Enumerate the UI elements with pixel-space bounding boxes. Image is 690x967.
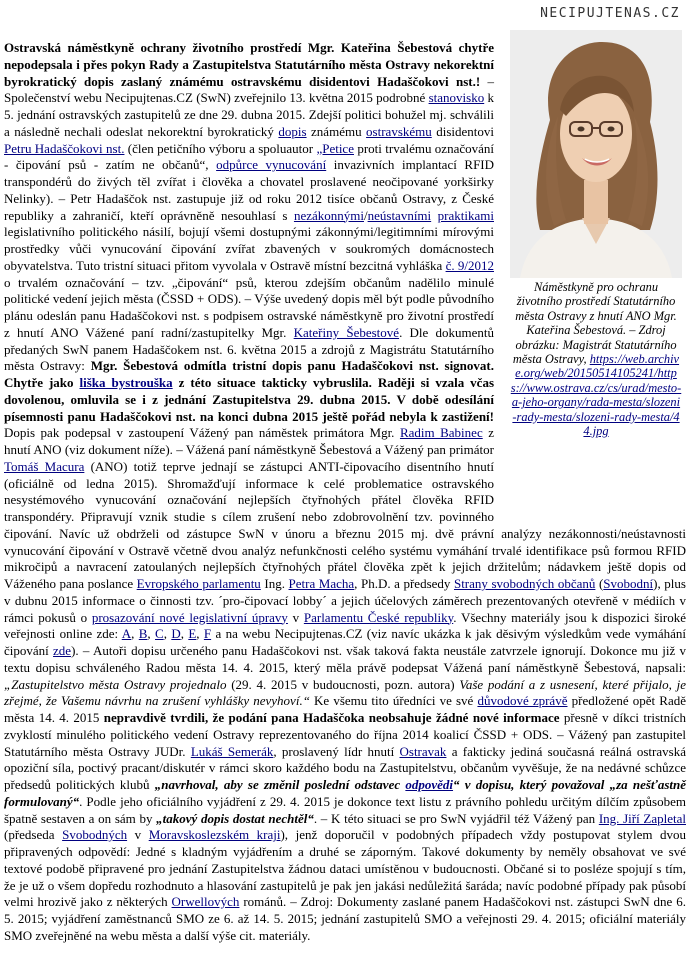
text-run: předložené opět Radě města 14. 4. 2015: [4, 693, 686, 725]
link-duvodova-zprava[interactable]: důvodové zprávě: [477, 693, 568, 709]
text-run: . Dle dokumentů předaných SwN panem Hadaščokem nst. 6. května 2015 a zdrojů z Magistrátu Statutárního města Ostravy:: [4, 324, 495, 374]
link-orwell[interactable]: Orwellových: [171, 894, 240, 910]
link-dopis[interactable]: dopis: [278, 123, 307, 139]
text-run: z hnutí ANO (viz dokument níže). – Vážená paní náměstkyně Šebestová a Vážený pan primátor: [4, 425, 494, 457]
link-material-b[interactable]: B: [138, 626, 148, 642]
link-text: odpovědi: [405, 777, 454, 792]
text-run: (člen petičního výboru a spoluautor: [124, 140, 317, 156]
italic-run: Vaše podání a z usnesení, které přijalo, je zřejmé, že Vašemu návrhu na zrušení vyhlášky nevyhoví.“: [4, 676, 686, 709]
text-run: legislativního politického násilí, bojují všemi dostupnými zákonnými/legitimními mírovými prostředky vůči vynucování čipování zvířat zbavených v soukromých domácnostech obyvatelstva. Tuto tristní situaci přitom vyvolala v Ostravě místní bezcitná vyhláška: [4, 224, 494, 273]
link-petra-macha[interactable]: Petra Macha: [288, 576, 355, 591]
text-run: v: [287, 609, 304, 625]
link-material-e[interactable]: E: [188, 626, 197, 642]
link-nezakonnymi[interactable]: nezákonnými: [293, 207, 364, 223]
link-ostravskemu[interactable]: ostravskému: [366, 123, 432, 139]
link-odpurce[interactable]: odpůrce vynucování: [216, 157, 327, 173]
site-name: NECIPUJTENAS.CZ: [540, 6, 680, 21]
text-run: ,: [163, 626, 172, 642]
link-kateriny-sebestove[interactable]: Kateřiny Šebestové: [293, 324, 400, 340]
text-run: . Podle jeho oficiálního vyjádření z 29. 4. 2015 je dokonce text listu z právního pohledu určitým dílčím způsobem špatně sestaven a on sám by: [4, 793, 686, 826]
text-run: (předseda: [4, 827, 63, 843]
link-text: liška bystrouška: [79, 375, 173, 390]
text-run: ,: [147, 626, 156, 642]
link-odpovedi[interactable]: [405, 777, 453, 792]
link-evropsky-parlament[interactable]: Evropského parlamentu: [136, 576, 261, 591]
text-run: známému: [306, 123, 367, 139]
text-run: ,: [196, 626, 204, 642]
text-run: Dopis pak podepsal v zastoupení Vážený pan náměstek primátora Mgr.: [4, 425, 400, 441]
link-svobodnych[interactable]: Svobodných: [62, 827, 128, 843]
text-run: ,: [180, 626, 189, 642]
link-lukas-semerak[interactable]: Lukáš Semerák: [190, 743, 274, 759]
italic-run: „Zastupitelstvo města Ostravy projednalo: [4, 676, 227, 692]
photo-float-space: [500, 40, 686, 517]
bold-italic-run: „navrhoval, aby se změnil poslední odstavec: [154, 777, 406, 792]
text-run: o trvalém označování – tzv. „čipování“ psů, kterou zdejším občanům nadělilo minulé politické vedení jejich města (ČSSD + ODS). – Výše uvedený dopis měl být podle původního plánu odeslán panu Hadaščokovi nst. s podpisem ostravské náměstkyně pro životní prostředí z hnutí ANO Vážené paní radní/zastupitelky Mgr.: [4, 274, 494, 340]
lead-bold: Ostravská náměstkyně ochrany životního prostředí Mgr. Kateřina Šebestová chytře nepodepsala i přes pokyn Rady a Zastupitelstva Statutárního města Ostravy nekorektní byrokratický dopis zaslaný známému ostravskému disidentovi Hadaščokovi nst.!: [4, 40, 494, 89]
link-zde[interactable]: zde: [53, 643, 72, 658]
caption-source-link[interactable]: https://web.archive.org/web/20150514105241/https://www.ostrava.cz/cs/urad/mesto-a-jeho-organy/rada-mesta/slozeni-rady-mesta/slozeni-rady-mesta/44.jpg: [510, 352, 682, 439]
text-run: a fakticky jediná současná reálná ostravská opoziční síla, poctivý pracant/diskutér v rámci skoro každého bodu na Zastupitelstvu, občanům vyvěšuje, že na nedávné schůzce předsedů politických klubů: [4, 743, 686, 792]
link-vyhlaska[interactable]: č. 9/2012: [445, 257, 494, 273]
text-run: invazivních implantací RFID transpondérů do živých těl zvířat i člověka a chovatel proslavené neočipované yorkširky Nelinky). – Petr Hadaščok nst. zastupuje již od roku 2012 tisíce občanů Ostravy, z České republiky a zahraničí, kteří oprávněně nesouhlasí s: [4, 157, 495, 223]
link-radim-babinec[interactable]: Radim Babinec: [399, 425, 483, 441]
text-run: Ing.: [260, 576, 289, 591]
link-liska-bystrouska[interactable]: [80, 375, 173, 390]
bold-run: z této situace takticky vybruslila. Raději si vzala včas dovolenou, omluvila se i z jednání Zastupitelstva 29. dubna 2015. V době odesílání písemnosti panu Hadaščokovi nst. na konci dubna 2015 ještě pořád nebyla k zastižení!: [4, 375, 495, 424]
link-jiri-zapletal[interactable]: Ing. Jiří Zapletal: [598, 810, 686, 826]
link-stanovisko[interactable]: stanovisko: [428, 90, 485, 106]
bold-run: Mgr. Šebestová odmítla tristní dopis panu Hadaščokovi nst. signovat. Chytře jako: [4, 358, 494, 390]
text-run: ), jenž doporučil v podobných případech vždy postupovat stylem dvou připravených odpovědí: Jedné s kladným vyjádřením a druhé se záporným. Takové dokumenty by neměly obsahovat ve své textové podobě připravené pro jednání Zastupitelstva žádnou dataci umístěnou v budoucnosti. Občané si to posléze spojují s tím, že je už o všem dopředu rozhodnuto a hlasování zastupitelů je pak jen jakási nedůležitá šaráda; navíc podobné případy pak působí velmi hrozivě jako z některých: [4, 827, 687, 910]
text-run: (29. 4. 2015 v budoucnosti, pozn. autora): [226, 676, 460, 692]
link-prosazovani[interactable]: prosazování nové legislativní úpravy: [91, 609, 288, 625]
link-svobodni[interactable]: Svobodní: [603, 576, 654, 591]
text-run: k 5. jednání ostravských zastupitelů ze dne 29. dubna 2015. Zdejší politici bohužel mj. schválili a následně nechali odeslat nekorektní byrokratický: [4, 90, 494, 139]
text-run: . Všechny materiály jsou k dispozici široké veřejnosti online zde:: [4, 609, 687, 642]
text-run: . – K této situaci se pro SwN vyjádřil též Vážený pan: [313, 810, 599, 826]
text-run: Ke všemu tito úředníci ve své: [309, 693, 478, 709]
text-run: , Ph.D. a předsedy: [354, 576, 454, 591]
bold-italic-run: „takový dopis dostat nechtěl“: [156, 810, 314, 826]
link-parlament-cr[interactable]: Parlamentu České republiky: [303, 609, 454, 625]
link-material-d[interactable]: D: [171, 626, 181, 642]
link-petru-hadascokovi[interactable]: Petru Hadaščokovi nst.: [4, 140, 125, 156]
text-run: románů. – Zdroj: Dokumenty zaslané panem Hadaščokovi nst. zástupci SwN dne 6. 5. 2015; vyjádření zaměstnanců SMO ze 6. až 14. 5. 2015; jednání zastupitelů SMO a veřejnosti 29. 4. 2015; oficiální materiály SMO zveřejněné na webu města a další výše cit. materiály.: [4, 894, 686, 943]
text-run: v: [127, 827, 149, 843]
text-run: disidentovi: [431, 123, 495, 139]
text-run: a na webu Necipujtenas.CZ (viz navíc ukázka k jak děsivým výsledkům vede vymáhání čipování: [4, 626, 687, 658]
text-run: ). – Autoři dopisu určeného panu Hadaščokovi nst. však taková fakta neustále zatvrzele ignorují. Dokonce mu již v textu dopisu schváleného Radou města 14. 4. 2015, který měla právě podepsat Vážená paní náměstkyně Šebestová, napsali:: [4, 643, 686, 675]
text-run: proti trvalému označování - čipování psů - zatím ne občanů“,: [4, 140, 495, 173]
text-run: , proslavený lídr hnutí: [273, 743, 400, 759]
article-body: [4, 40, 686, 945]
text-run: (: [595, 576, 604, 591]
bold-italic-run: “ v dopisu, který považoval „za nešťastně formulovaný“: [4, 777, 687, 809]
caption-text: Náměstkyně pro ochranu životního prostředí Statutárního města Ostravy z hnutí ANO Mgr. Kateřina Šebestová. – Zdroj obrázku: Magistrát Statutárního města Ostravy,: [512, 280, 677, 367]
text-run: ,: [131, 626, 139, 642]
link-praktikami[interactable]: praktikami: [437, 207, 494, 223]
link-strana-svobodnych[interactable]: Strany svobodných občanů: [453, 576, 596, 591]
link-petice[interactable]: „Petice: [316, 140, 354, 156]
bold-run: nepravdivě tvrdili, že podání pana Hadaščoka neobsahuje žádné nové informace: [103, 710, 560, 725]
text-run: (ANO) totiž teprve jednají se zástupci ANTI-čipovacího disentního hnutí (oficiálně od ledna 2015). Shromažďují informace k celé problematice ostravského nesystémového vynucování označování nejlepších čtyřnohých přátel člověka RFID transpondéry. Připravují vznik studie s cílem zrušení nebo zdobrovolnění tzv. povinného čipování. Navíc už obdrželi od zástupce SwN v únoru a březnu 2015 mj. dvě právní analýzy nezákonnosti/neústavnosti vynucování čipování v Ostravě včetně dvou analýz nefunkčnosti celého systému vymáhání trvalé identifikace psů formou RFID mikročipů a navracení zatoulaných nejlepších čtyřnohých přátel člověka zpět k jejich držitelům; nádavkem ještě dopis od Váženého pana poslance: [4, 458, 686, 591]
link-neustavnimi[interactable]: neústavními: [367, 207, 432, 223]
text-run: přesně v díkci tristních zvyklostí minulého politického vedení Ostravy reprezentovaného do října 2014 koalicí ČSSD + ODS. – Vážený pan zastupitel Statutárního města Ostravy JUDr.: [4, 710, 686, 759]
text-run: – Společenství webu Necipujtenas.CZ (SwN) zveřejnilo 13. května 2015 podrobné: [4, 73, 495, 106]
text-run: /: [363, 207, 368, 223]
link-material-a[interactable]: A: [121, 626, 132, 642]
link-tomas-macura[interactable]: Tomáš Macura: [4, 458, 85, 474]
link-material-c[interactable]: C: [155, 626, 164, 642]
link-ostravak[interactable]: Ostravak: [399, 743, 447, 759]
text-run: ), plus v dubnu 2015 informace o činnosti tzv. ´pro-čipovací lobby´ a jejich účelových záměrech prezentovaných otevřeně v médiích v rámci pokusů o: [4, 576, 686, 625]
link-moravskoslezsky-kraj[interactable]: Moravskoslezském kraji: [148, 827, 281, 843]
link-material-f[interactable]: F: [203, 626, 212, 642]
